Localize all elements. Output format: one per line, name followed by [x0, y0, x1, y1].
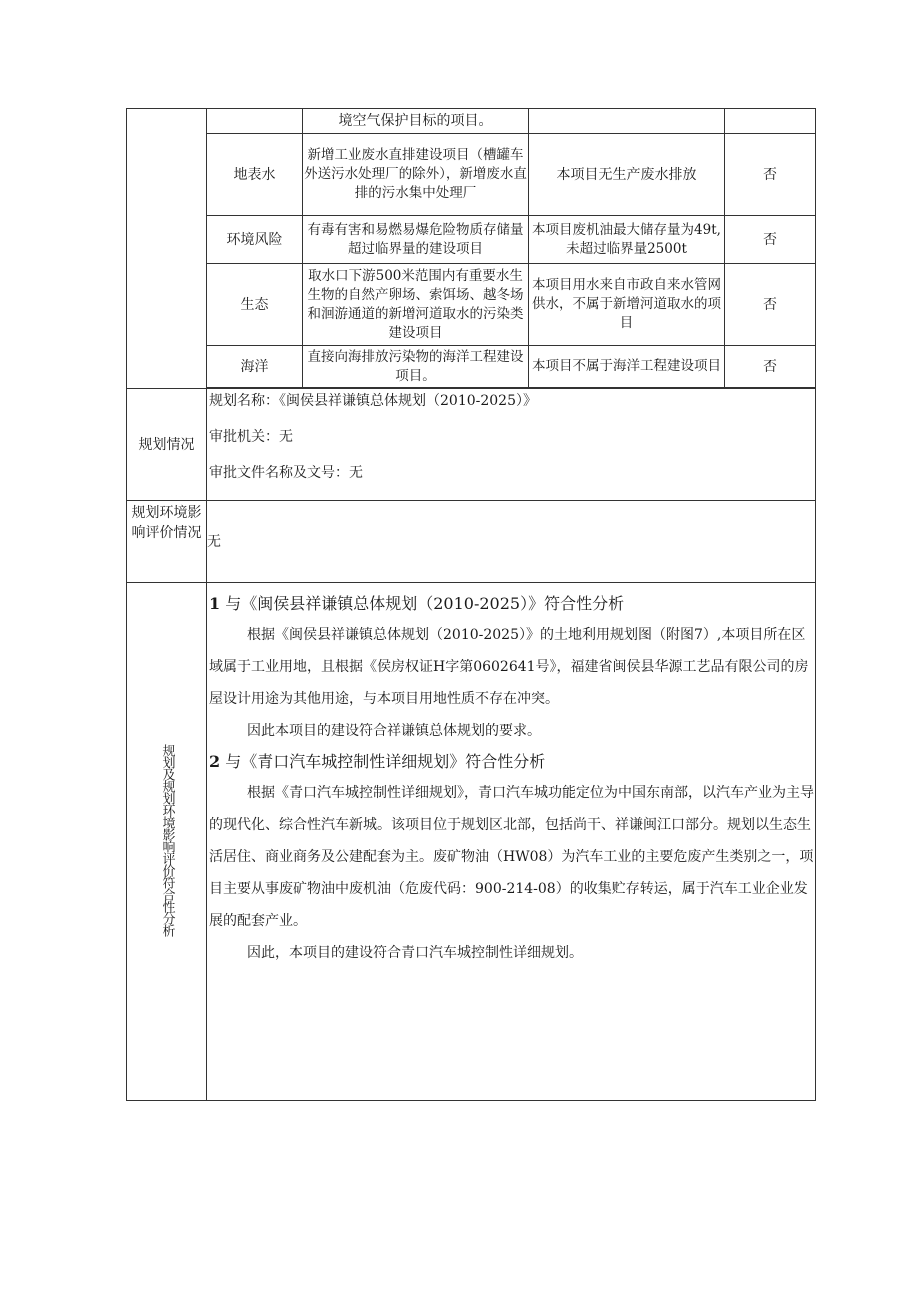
status-cell: 本项目废机油最大储存量为49t,未超过临界量2500t [529, 216, 725, 264]
section-1-para-2: 因此本项目的建设符合祥谦镇总体规划的要求。 [247, 723, 541, 739]
criterion-cell: 直接向海排放污染物的海洋工程建设项目。 [303, 346, 529, 388]
plan-details [207, 389, 816, 501]
status-cell [529, 109, 725, 134]
category-cell: 生态 [207, 264, 303, 346]
table-row [127, 109, 816, 134]
plan-label: 规划情况 [127, 389, 207, 501]
category-cell [207, 109, 303, 134]
table-row [127, 346, 816, 388]
criterion-cell: 有毒有害和易燃易爆危险物质存储量超过临界量的建设项目 [303, 216, 529, 264]
plan-row [127, 389, 816, 501]
section-1-title: 与《闽侯县祥谦镇总体规划（2010-2025）》符合性分析 [225, 594, 625, 613]
analysis-label-cell [127, 583, 207, 1101]
analysis-body [207, 583, 816, 1101]
category-cell: 海洋 [207, 346, 303, 388]
analysis-row [127, 583, 816, 1101]
plan-authority: 审批机关：无 [209, 429, 293, 445]
eia-label: 规划环境影响评价情况 [127, 501, 207, 583]
criterion-cell: 新增工业废水直排建设项目（槽罐车外送污水处理厂的除外），新增废水直排的污水集中处理厂 [303, 134, 529, 216]
result-cell: 否 [725, 216, 816, 264]
analysis-label: 规划及规划环境影响评价符合性分析 [159, 743, 175, 936]
status-cell: 本项目用水来自市政自来水管网供水，不属于新增河道取水的项目 [529, 264, 725, 346]
section-2-para-1: 根据《青口汽车城控制性详细规划》，青口汽车城功能定位为中国东南部，以汽车产业为主导的现代化、综合性汽车新城。该项目位于规划区北部，包括尚干、祥谦闽江口部分。规划以生态生活居住、商业商务及公建配套为主。废矿物油（HW08）为汽车工业的主要危废产生类别之一，项目主要从事废矿物油中废机油（危废代码：900-214-08）的收集贮存转运，属于汽车工业企业发展的配套产业。 [209, 785, 814, 929]
table-row [127, 264, 816, 346]
eia-row [127, 501, 816, 583]
plan-name: 规划名称：《闽侯县祥谦镇总体规划（2010-2025）》 [209, 393, 537, 409]
section-2-number: 2 [209, 752, 221, 771]
result-cell: 否 [725, 264, 816, 346]
section-2-heading [209, 747, 815, 777]
status-cell: 本项目无生产废水排放 [529, 134, 725, 216]
result-cell: 否 [725, 346, 816, 388]
criterion-cell: 取水口下游500米范围内有重要水生生物的自然产卵场、索饵场、越冬场和洄游通道的新增河道取水的污染类建设项目 [303, 264, 529, 346]
empty-category-cell [127, 109, 207, 389]
criterion-cell: 境空气保护目标的项目。 [303, 109, 529, 134]
status-cell: 本项目不属于海洋工程建设项目 [529, 346, 725, 388]
table-row [127, 134, 816, 216]
plan-doc: 审批文件名称及文号：无 [209, 465, 363, 481]
result-cell: 否 [725, 134, 816, 216]
table-row [127, 216, 816, 264]
category-cell: 地表水 [207, 134, 303, 216]
assessment-table [126, 108, 816, 1101]
section-1-heading [209, 589, 815, 619]
section-2-title: 与《青口汽车城控制性详细规划》符合性分析 [225, 752, 546, 771]
result-cell [725, 109, 816, 134]
category-cell: 环境风险 [207, 216, 303, 264]
section-1-number: 1 [209, 594, 221, 613]
eia-value: 无 [207, 501, 816, 583]
section-1-para-1: 根据《闽侯县祥谦镇总体规划（2010-2025）》的土地利用规划图（附图7）,本项目所在区域属于工业用地，且根据《侯房权证H字第0602641号》，福建省闽侯县华源工艺品有限公司的房屋设计用途为其他用途，与本项目用地性质不存在冲突。 [209, 627, 809, 707]
section-2-para-2: 因此，本项目的建设符合青口汽车城控制性详细规划。 [247, 945, 583, 961]
